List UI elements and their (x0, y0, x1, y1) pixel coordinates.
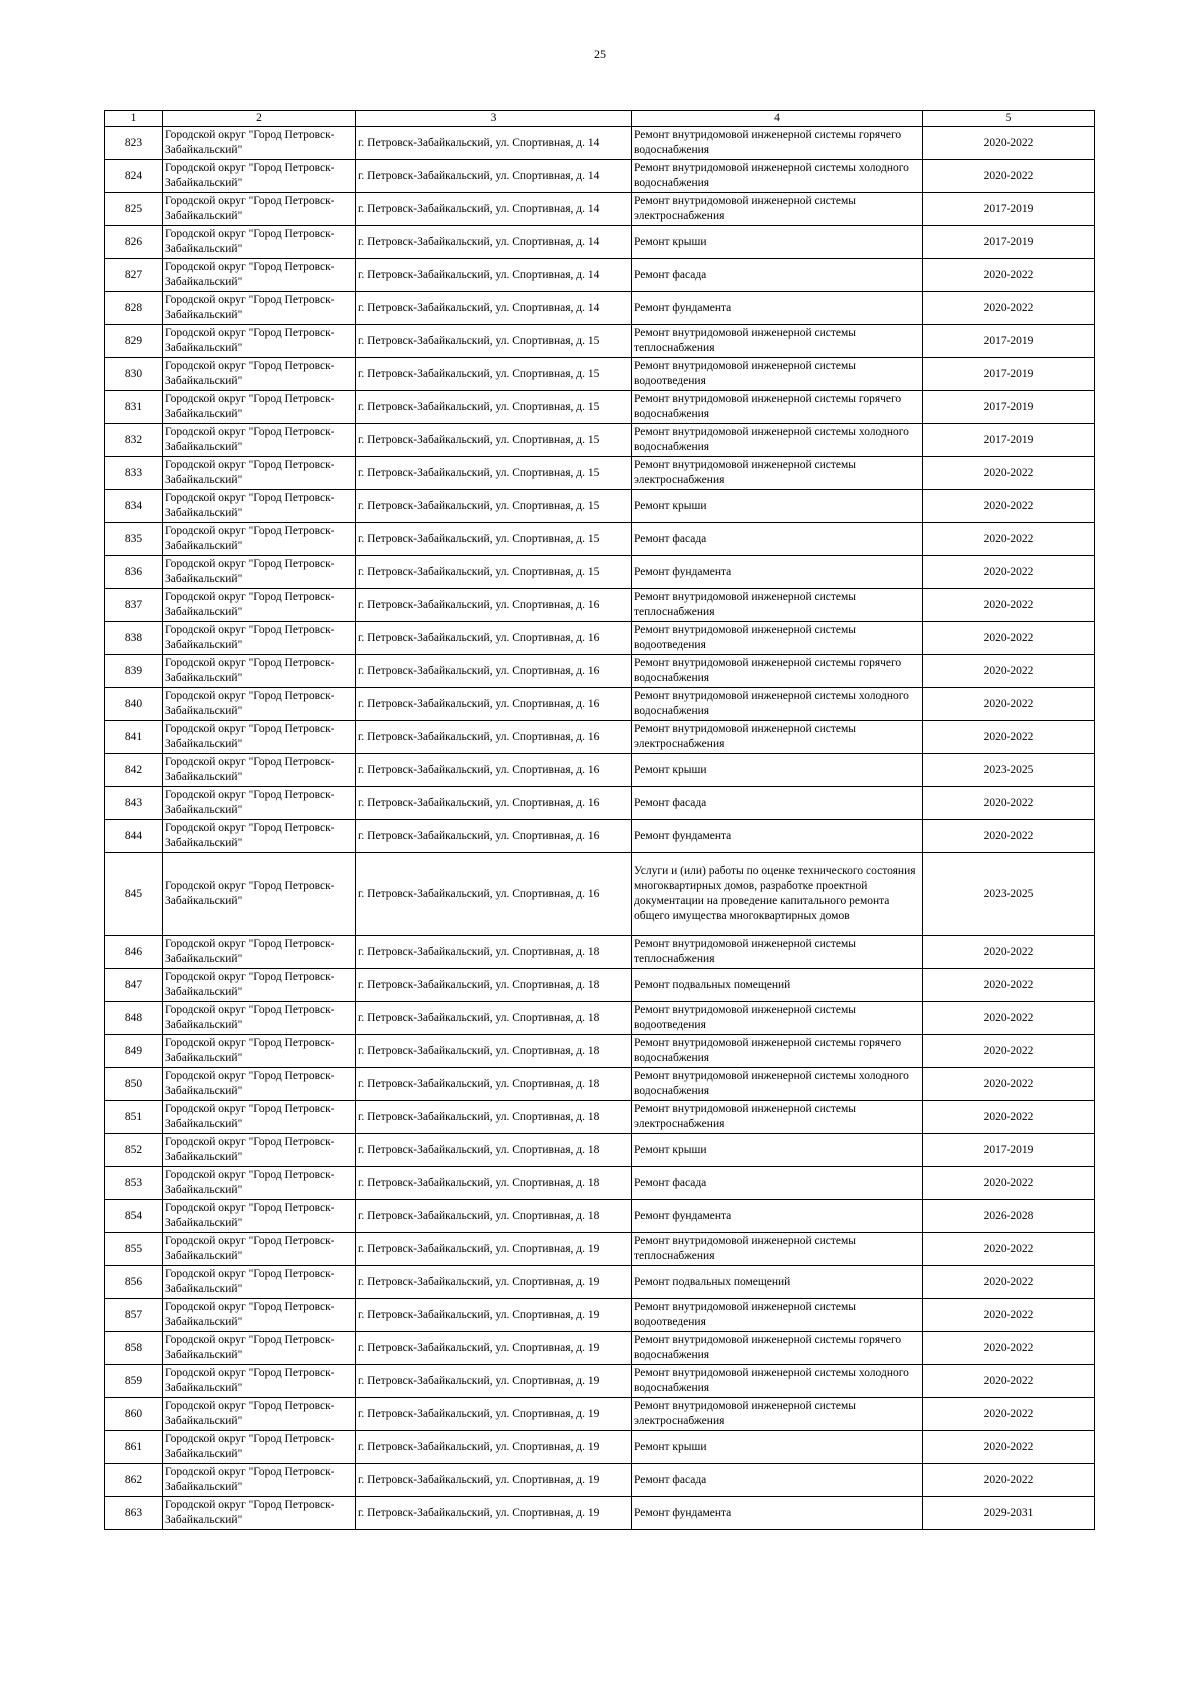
municipality-cell: Городской округ "Город Петровск-Забайкальский" (163, 1068, 356, 1101)
period-cell: 2020-2022 (923, 820, 1095, 853)
address-cell: г. Петровск-Забайкальский, ул. Спортивная, д. 15 (356, 523, 632, 556)
municipality-cell: Городской округ "Город Петровск-Забайкальский" (163, 1332, 356, 1365)
address-cell: г. Петровск-Забайкальский, ул. Спортивная, д. 18 (356, 969, 632, 1002)
work-type-cell: Ремонт фасада (632, 787, 923, 820)
row-number-cell: 837 (105, 589, 163, 622)
table-row (105, 1101, 1095, 1134)
address-cell: г. Петровск-Забайкальский, ул. Спортивная, д. 19 (356, 1431, 632, 1464)
address-cell: г. Петровск-Забайкальский, ул. Спортивная, д. 15 (356, 424, 632, 457)
address-cell: г. Петровск-Забайкальский, ул. Спортивная, д. 18 (356, 1134, 632, 1167)
period-cell: 2020-2022 (923, 160, 1095, 193)
table-row (105, 490, 1095, 523)
period-cell: 2026-2028 (923, 1200, 1095, 1233)
municipality-cell: Городской округ "Город Петровск-Забайкальский" (163, 1398, 356, 1431)
row-number-cell: 829 (105, 325, 163, 358)
row-number-cell: 842 (105, 754, 163, 787)
table-header-row (105, 111, 1095, 127)
address-cell: г. Петровск-Забайкальский, ул. Спортивная, д. 14 (356, 292, 632, 325)
period-cell: 2020-2022 (923, 292, 1095, 325)
row-number-cell: 851 (105, 1101, 163, 1134)
municipality-cell: Городской округ "Город Петровск-Забайкальский" (163, 127, 356, 160)
row-number-cell: 826 (105, 226, 163, 259)
period-cell: 2017-2019 (923, 391, 1095, 424)
page-number: 25 (594, 47, 606, 61)
municipality-cell: Городской округ "Город Петровск-Забайкальский" (163, 424, 356, 457)
row-number-cell: 847 (105, 969, 163, 1002)
period-cell: 2020-2022 (923, 127, 1095, 160)
work-type-cell: Ремонт внутридомовой инженерной системы водоотведения (632, 622, 923, 655)
work-type-cell: Ремонт внутридомовой инженерной системы холодного водоснабжения (632, 1365, 923, 1398)
work-type-cell: Ремонт внутридомовой инженерной системы теплоснабжения (632, 325, 923, 358)
period-cell: 2017-2019 (923, 325, 1095, 358)
table-row (105, 325, 1095, 358)
municipality-cell: Городской округ "Город Петровск-Забайкальский" (163, 1266, 356, 1299)
municipality-cell: Городской округ "Город Петровск-Забайкальский" (163, 1464, 356, 1497)
row-number-cell: 859 (105, 1365, 163, 1398)
period-cell: 2020-2022 (923, 622, 1095, 655)
row-number-cell: 848 (105, 1002, 163, 1035)
work-type-cell: Ремонт внутридомовой инженерной системы горячего водоснабжения (632, 1035, 923, 1068)
address-cell: г. Петровск-Забайкальский, ул. Спортивная, д. 16 (356, 688, 632, 721)
work-type-cell: Ремонт фасада (632, 1167, 923, 1200)
work-type-cell: Ремонт внутридомовой инженерной системы водоотведения (632, 1002, 923, 1035)
work-type-cell: Ремонт крыши (632, 490, 923, 523)
address-cell: г. Петровск-Забайкальский, ул. Спортивная, д. 19 (356, 1398, 632, 1431)
municipality-cell: Городской округ "Город Петровск-Забайкальский" (163, 1134, 356, 1167)
work-type-cell: Услуги и (или) работы по оценке технического состояния многоквартирных домов, разработке проектной документации на проведение капитального ремонта общего имущества многоквартирных домов (632, 853, 923, 936)
row-number-cell: 861 (105, 1431, 163, 1464)
period-cell: 2017-2019 (923, 424, 1095, 457)
work-type-cell: Ремонт фасада (632, 523, 923, 556)
work-type-cell: Ремонт подвальных помещений (632, 1266, 923, 1299)
row-number-cell: 856 (105, 1266, 163, 1299)
table-row (105, 1365, 1095, 1398)
address-cell: г. Петровск-Забайкальский, ул. Спортивная, д. 14 (356, 226, 632, 259)
work-type-cell: Ремонт крыши (632, 226, 923, 259)
work-type-cell: Ремонт внутридомовой инженерной системы горячего водоснабжения (632, 655, 923, 688)
address-cell: г. Петровск-Забайкальский, ул. Спортивная, д. 19 (356, 1497, 632, 1530)
municipality-cell: Городской округ "Город Петровск-Забайкальский" (163, 325, 356, 358)
table-row (105, 1398, 1095, 1431)
municipality-cell: Городской округ "Город Петровск-Забайкальский" (163, 589, 356, 622)
period-cell: 2020-2022 (923, 1035, 1095, 1068)
address-cell: г. Петровск-Забайкальский, ул. Спортивная, д. 16 (356, 853, 632, 936)
row-number-cell: 832 (105, 424, 163, 457)
row-number-cell: 828 (105, 292, 163, 325)
period-cell: 2020-2022 (923, 589, 1095, 622)
column-header: 5 (923, 111, 1095, 127)
address-cell: г. Петровск-Забайкальский, ул. Спортивная, д. 18 (356, 936, 632, 969)
address-cell: г. Петровск-Забайкальский, ул. Спортивная, д. 16 (356, 820, 632, 853)
work-type-cell: Ремонт внутридомовой инженерной системы водоотведения (632, 358, 923, 391)
table-row (105, 127, 1095, 160)
column-header: 4 (632, 111, 923, 127)
row-number-cell: 830 (105, 358, 163, 391)
table-row (105, 1035, 1095, 1068)
address-cell: г. Петровск-Забайкальский, ул. Спортивная, д. 15 (356, 358, 632, 391)
row-number-cell: 862 (105, 1464, 163, 1497)
period-cell: 2020-2022 (923, 688, 1095, 721)
address-cell: г. Петровск-Забайкальский, ул. Спортивная, д. 16 (356, 655, 632, 688)
municipality-cell: Городской округ "Город Петровск-Забайкальский" (163, 655, 356, 688)
work-type-cell: Ремонт внутридомовой инженерной системы электроснабжения (632, 1398, 923, 1431)
work-type-cell: Ремонт внутридомовой инженерной системы горячего водоснабжения (632, 391, 923, 424)
work-type-cell: Ремонт внутридомовой инженерной системы электроснабжения (632, 457, 923, 490)
work-type-cell: Ремонт внутридомовой инженерной системы водоотведения (632, 1299, 923, 1332)
row-number-cell: 834 (105, 490, 163, 523)
table-row (105, 688, 1095, 721)
period-cell: 2020-2022 (923, 787, 1095, 820)
work-type-cell: Ремонт внутридомовой инженерной системы электроснабжения (632, 193, 923, 226)
row-number-cell: 860 (105, 1398, 163, 1431)
address-cell: г. Петровск-Забайкальский, ул. Спортивная, д. 16 (356, 721, 632, 754)
table-row (105, 424, 1095, 457)
municipality-cell: Городской округ "Город Петровск-Забайкальский" (163, 1431, 356, 1464)
column-header: 2 (163, 111, 356, 127)
address-cell: г. Петровск-Забайкальский, ул. Спортивная, д. 18 (356, 1167, 632, 1200)
table-row (105, 969, 1095, 1002)
period-cell: 2023-2025 (923, 853, 1095, 936)
table-row (105, 556, 1095, 589)
table-row (105, 1068, 1095, 1101)
row-number-cell: 853 (105, 1167, 163, 1200)
period-cell: 2017-2019 (923, 226, 1095, 259)
address-cell: г. Петровск-Забайкальский, ул. Спортивная, д. 14 (356, 160, 632, 193)
row-number-cell: 839 (105, 655, 163, 688)
work-type-cell: Ремонт внутридомовой инженерной системы холодного водоснабжения (632, 688, 923, 721)
period-cell: 2020-2022 (923, 1167, 1095, 1200)
period-cell: 2020-2022 (923, 1101, 1095, 1134)
period-cell: 2020-2022 (923, 1266, 1095, 1299)
address-cell: г. Петровск-Забайкальский, ул. Спортивная, д. 14 (356, 193, 632, 226)
table-row (105, 1200, 1095, 1233)
work-type-cell: Ремонт внутридомовой инженерной системы электроснабжения (632, 721, 923, 754)
address-cell: г. Петровск-Забайкальский, ул. Спортивная, д. 15 (356, 490, 632, 523)
municipality-cell: Городской округ "Город Петровск-Забайкальский" (163, 523, 356, 556)
column-header: 1 (105, 111, 163, 127)
work-type-cell: Ремонт крыши (632, 1134, 923, 1167)
period-cell: 2020-2022 (923, 1002, 1095, 1035)
table-row (105, 754, 1095, 787)
address-cell: г. Петровск-Забайкальский, ул. Спортивная, д. 15 (356, 325, 632, 358)
table-row (105, 655, 1095, 688)
period-cell: 2020-2022 (923, 936, 1095, 969)
work-type-cell: Ремонт крыши (632, 1431, 923, 1464)
table-row (105, 787, 1095, 820)
municipality-cell: Городской округ "Город Петровск-Забайкальский" (163, 721, 356, 754)
address-cell: г. Петровск-Забайкальский, ул. Спортивная, д. 18 (356, 1068, 632, 1101)
row-number-cell: 854 (105, 1200, 163, 1233)
row-number-cell: 831 (105, 391, 163, 424)
municipality-cell: Городской округ "Город Петровск-Забайкальский" (163, 1299, 356, 1332)
address-cell: г. Петровск-Забайкальский, ул. Спортивная, д. 16 (356, 754, 632, 787)
address-cell: г. Петровск-Забайкальский, ул. Спортивная, д. 15 (356, 457, 632, 490)
work-type-cell: Ремонт внутридомовой инженерной системы горячего водоснабжения (632, 1332, 923, 1365)
table-row (105, 622, 1095, 655)
municipality-cell: Городской округ "Город Петровск-Забайкальский" (163, 259, 356, 292)
work-type-cell: Ремонт внутридомовой инженерной системы горячего водоснабжения (632, 127, 923, 160)
municipality-cell: Городской округ "Город Петровск-Забайкальский" (163, 556, 356, 589)
address-cell: г. Петровск-Забайкальский, ул. Спортивная, д. 16 (356, 787, 632, 820)
work-type-cell: Ремонт внутридомовой инженерной системы холодного водоснабжения (632, 160, 923, 193)
table-row (105, 193, 1095, 226)
work-type-cell: Ремонт внутридомовой инженерной системы холодного водоснабжения (632, 1068, 923, 1101)
work-type-cell: Ремонт фасада (632, 259, 923, 292)
work-type-cell: Ремонт внутридомовой инженерной системы теплоснабжения (632, 936, 923, 969)
municipality-cell: Городской округ "Город Петровск-Забайкальский" (163, 820, 356, 853)
work-type-cell: Ремонт внутридомовой инженерной системы теплоснабжения (632, 589, 923, 622)
table-row (105, 358, 1095, 391)
work-type-cell: Ремонт фундамента (632, 820, 923, 853)
period-cell: 2017-2019 (923, 358, 1095, 391)
table-row (105, 1464, 1095, 1497)
period-cell: 2020-2022 (923, 1431, 1095, 1464)
address-cell: г. Петровск-Забайкальский, ул. Спортивная, д. 19 (356, 1464, 632, 1497)
period-cell: 2017-2019 (923, 1134, 1095, 1167)
work-type-cell: Ремонт фасада (632, 1464, 923, 1497)
municipality-cell: Городской округ "Город Петровск-Забайкальский" (163, 193, 356, 226)
address-cell: г. Петровск-Забайкальский, ул. Спортивная, д. 19 (356, 1233, 632, 1266)
period-cell: 2020-2022 (923, 523, 1095, 556)
table-row (105, 1497, 1095, 1530)
period-cell: 2020-2022 (923, 721, 1095, 754)
row-number-cell: 849 (105, 1035, 163, 1068)
table-row (105, 820, 1095, 853)
row-number-cell: 850 (105, 1068, 163, 1101)
municipality-cell: Городской округ "Город Петровск-Забайкальский" (163, 1233, 356, 1266)
table-row (105, 721, 1095, 754)
period-cell: 2020-2022 (923, 1332, 1095, 1365)
row-number-cell: 852 (105, 1134, 163, 1167)
column-header: 3 (356, 111, 632, 127)
row-number-cell: 823 (105, 127, 163, 160)
period-cell: 2020-2022 (923, 1068, 1095, 1101)
row-number-cell: 846 (105, 936, 163, 969)
address-cell: г. Петровск-Забайкальский, ул. Спортивная, д. 18 (356, 1002, 632, 1035)
table-row (105, 226, 1095, 259)
table-row (105, 1299, 1095, 1332)
table-row (105, 1266, 1095, 1299)
address-cell: г. Петровск-Забайкальский, ул. Спортивная, д. 16 (356, 622, 632, 655)
table-row (105, 1134, 1095, 1167)
period-cell: 2020-2022 (923, 969, 1095, 1002)
row-number-cell: 841 (105, 721, 163, 754)
period-cell: 2020-2022 (923, 1233, 1095, 1266)
table-row (105, 1002, 1095, 1035)
work-type-cell: Ремонт внутридомовой инженерной системы теплоснабжения (632, 1233, 923, 1266)
period-cell: 2020-2022 (923, 259, 1095, 292)
municipality-cell: Городской округ "Город Петровск-Забайкальский" (163, 936, 356, 969)
address-cell: г. Петровск-Забайкальский, ул. Спортивная, д. 19 (356, 1299, 632, 1332)
municipality-cell: Городской округ "Город Петровск-Забайкальский" (163, 1365, 356, 1398)
municipality-cell: Городской округ "Город Петровск-Забайкальский" (163, 1035, 356, 1068)
address-cell: г. Петровск-Забайкальский, ул. Спортивная, д. 16 (356, 589, 632, 622)
table-row (105, 457, 1095, 490)
municipality-cell: Городской округ "Город Петровск-Забайкальский" (163, 226, 356, 259)
address-cell: г. Петровск-Забайкальский, ул. Спортивная, д. 18 (356, 1200, 632, 1233)
period-cell: 2020-2022 (923, 556, 1095, 589)
address-cell: г. Петровск-Забайкальский, ул. Спортивная, д. 18 (356, 1035, 632, 1068)
municipality-cell: Городской округ "Город Петровск-Забайкальский" (163, 1101, 356, 1134)
row-number-cell: 835 (105, 523, 163, 556)
address-cell: г. Петровск-Забайкальский, ул. Спортивная, д. 19 (356, 1365, 632, 1398)
municipality-cell: Городской округ "Город Петровск-Забайкальский" (163, 787, 356, 820)
address-cell: г. Петровск-Забайкальский, ул. Спортивная, д. 15 (356, 556, 632, 589)
table-body (105, 127, 1095, 1530)
work-type-cell: Ремонт внутридомовой инженерной системы холодного водоснабжения (632, 424, 923, 457)
work-type-cell: Ремонт фундамента (632, 1200, 923, 1233)
row-number-cell: 855 (105, 1233, 163, 1266)
municipality-cell: Городской округ "Город Петровск-Забайкальский" (163, 1200, 356, 1233)
municipality-cell: Городской округ "Город Петровск-Забайкальский" (163, 358, 356, 391)
municipality-cell: Городской округ "Город Петровск-Забайкальский" (163, 1497, 356, 1530)
address-cell: г. Петровск-Забайкальский, ул. Спортивная, д. 19 (356, 1266, 632, 1299)
municipality-cell: Городской округ "Город Петровск-Забайкальский" (163, 969, 356, 1002)
row-number-cell: 845 (105, 853, 163, 936)
table-row (105, 1167, 1095, 1200)
address-cell: г. Петровск-Забайкальский, ул. Спортивная, д. 15 (356, 391, 632, 424)
period-cell: 2023-2025 (923, 754, 1095, 787)
table-row (105, 259, 1095, 292)
work-type-cell: Ремонт фундамента (632, 292, 923, 325)
row-number-cell: 825 (105, 193, 163, 226)
period-cell: 2017-2019 (923, 193, 1095, 226)
row-number-cell: 836 (105, 556, 163, 589)
municipality-cell: Городской округ "Город Петровск-Забайкальский" (163, 457, 356, 490)
work-type-cell: Ремонт фундамента (632, 1497, 923, 1530)
table-row (105, 1233, 1095, 1266)
row-number-cell: 838 (105, 622, 163, 655)
table-row (105, 589, 1095, 622)
period-cell: 2029-2031 (923, 1497, 1095, 1530)
period-cell: 2020-2022 (923, 1398, 1095, 1431)
work-type-cell: Ремонт подвальных помещений (632, 969, 923, 1002)
municipality-cell: Городской округ "Город Петровск-Забайкальский" (163, 160, 356, 193)
address-cell: г. Петровск-Забайкальский, ул. Спортивная, д. 14 (356, 127, 632, 160)
period-cell: 2020-2022 (923, 1464, 1095, 1497)
municipality-cell: Городской округ "Город Петровск-Забайкальский" (163, 853, 356, 936)
municipality-cell: Городской округ "Город Петровск-Забайкальский" (163, 622, 356, 655)
municipality-cell: Городской округ "Город Петровск-Забайкальский" (163, 490, 356, 523)
work-type-cell: Ремонт внутридомовой инженерной системы электроснабжения (632, 1101, 923, 1134)
table-row (105, 292, 1095, 325)
period-cell: 2020-2022 (923, 490, 1095, 523)
row-number-cell: 844 (105, 820, 163, 853)
period-cell: 2020-2022 (923, 1299, 1095, 1332)
repair-schedule-table (104, 110, 1095, 1530)
address-cell: г. Петровск-Забайкальский, ул. Спортивная, д. 19 (356, 1332, 632, 1365)
row-number-cell: 863 (105, 1497, 163, 1530)
period-cell: 2020-2022 (923, 1365, 1095, 1398)
work-type-cell: Ремонт фундамента (632, 556, 923, 589)
municipality-cell: Городской округ "Город Петровск-Забайкальский" (163, 754, 356, 787)
municipality-cell: Городской округ "Город Петровск-Забайкальский" (163, 688, 356, 721)
municipality-cell: Городской округ "Город Петровск-Забайкальский" (163, 1167, 356, 1200)
row-number-cell: 858 (105, 1332, 163, 1365)
municipality-cell: Городской округ "Город Петровск-Забайкальский" (163, 391, 356, 424)
row-number-cell: 824 (105, 160, 163, 193)
table-row (105, 853, 1095, 936)
row-number-cell: 827 (105, 259, 163, 292)
municipality-cell: Городской округ "Город Петровск-Забайкальский" (163, 1002, 356, 1035)
address-cell: г. Петровск-Забайкальский, ул. Спортивная, д. 14 (356, 259, 632, 292)
table-row (105, 936, 1095, 969)
table-row (105, 160, 1095, 193)
period-cell: 2020-2022 (923, 457, 1095, 490)
row-number-cell: 833 (105, 457, 163, 490)
address-cell: г. Петровск-Забайкальский, ул. Спортивная, д. 18 (356, 1101, 632, 1134)
municipality-cell: Городской округ "Город Петровск-Забайкальский" (163, 292, 356, 325)
table-row (105, 1431, 1095, 1464)
row-number-cell: 840 (105, 688, 163, 721)
period-cell: 2020-2022 (923, 655, 1095, 688)
row-number-cell: 843 (105, 787, 163, 820)
work-type-cell: Ремонт крыши (632, 754, 923, 787)
table-row (105, 391, 1095, 424)
table-row (105, 523, 1095, 556)
table-row (105, 1332, 1095, 1365)
row-number-cell: 857 (105, 1299, 163, 1332)
